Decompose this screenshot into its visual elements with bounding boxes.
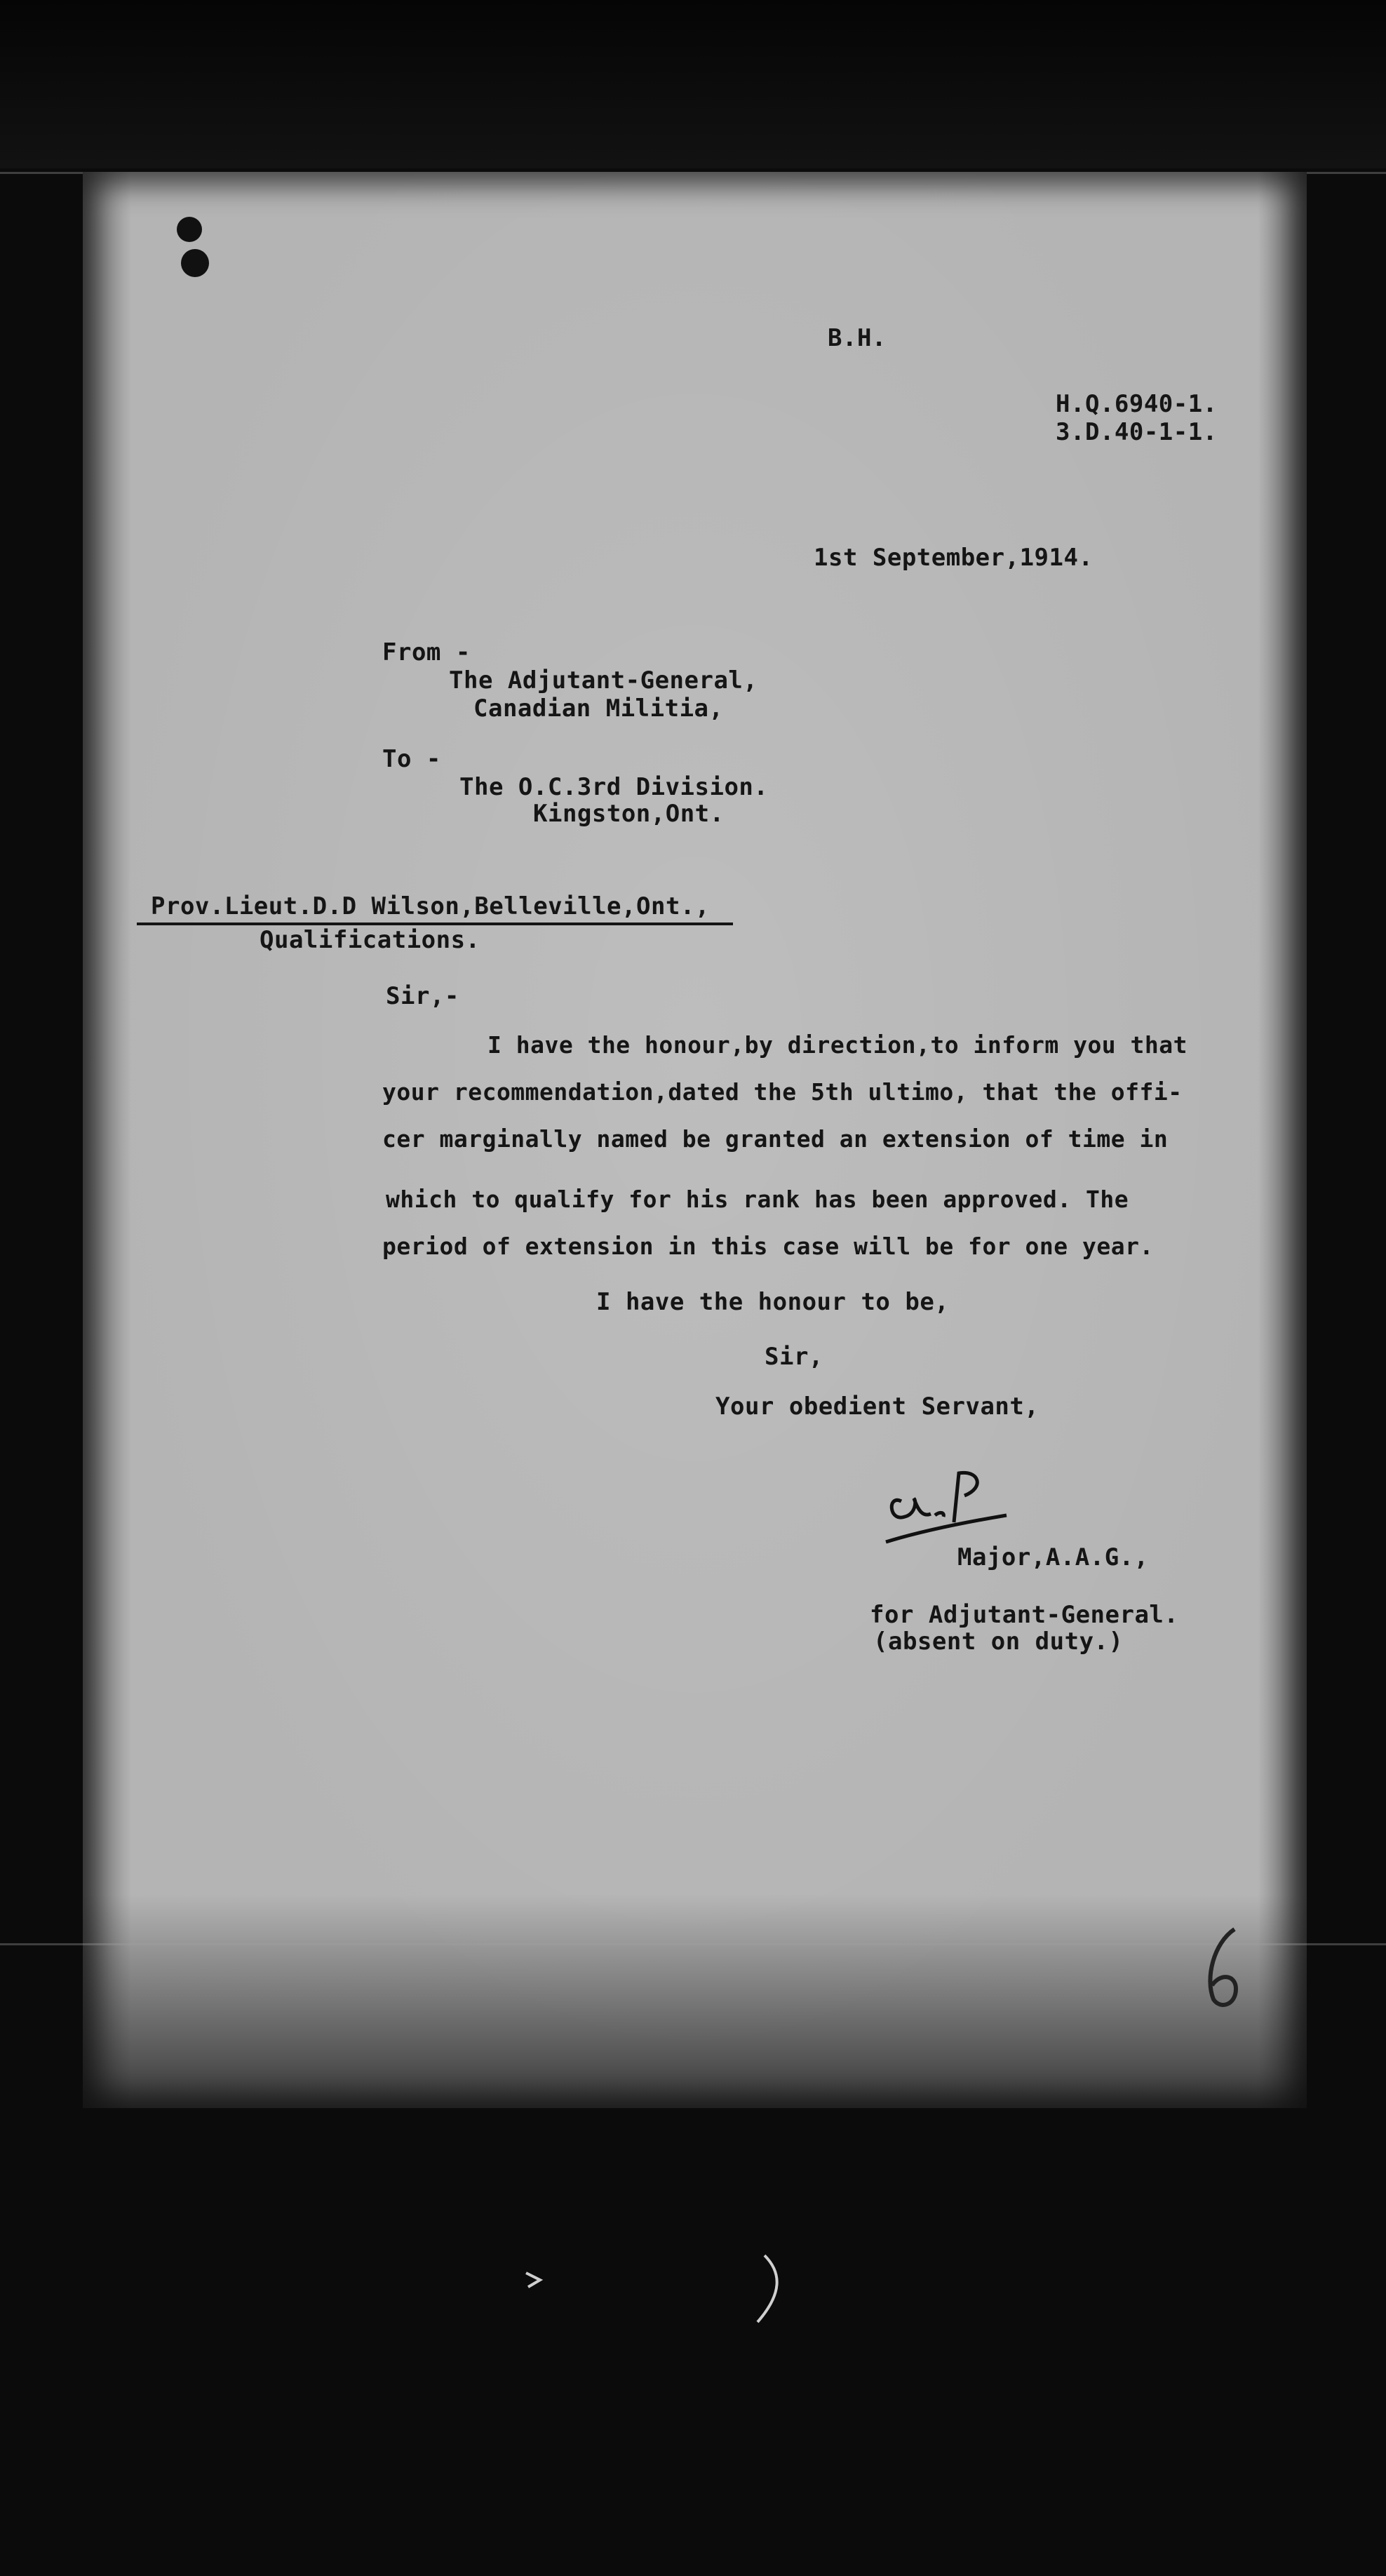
salutation: Sir,- xyxy=(386,982,459,1010)
to-line: Kingston,Ont. xyxy=(533,800,725,828)
handwritten-page-number xyxy=(1192,1922,1256,2013)
to-label: To - xyxy=(382,745,441,773)
body-line: cer marginally named be granted an extension of time in xyxy=(382,1125,1169,1153)
stray-scan-mark xyxy=(751,2252,793,2329)
handwritten-signature xyxy=(880,1452,1021,1557)
reference-number: 3.D.40-1-1. xyxy=(1056,418,1218,446)
body-line: period of extension in this case will be for one year. xyxy=(382,1233,1154,1260)
from-line: Canadian Militia, xyxy=(473,695,724,723)
header-code: B.H. xyxy=(828,324,887,352)
stray-scan-mark xyxy=(523,2269,544,2290)
page-bottom-shadow xyxy=(83,1894,1307,2189)
signature-for: (absent on duty.) xyxy=(873,1628,1124,1656)
from-line: The Adjutant-General, xyxy=(449,666,758,695)
closing-line: Your obedient Servant, xyxy=(715,1393,1040,1421)
to-line: The O.C.3rd Division. xyxy=(459,773,769,801)
scan-border-top xyxy=(0,0,1386,168)
body-line: I have the honour,by direction,to inform you that xyxy=(487,1031,1188,1059)
signature-rank: Major,A.A.G., xyxy=(957,1543,1149,1571)
body-line: your recommendation,dated the 5th ultimo, that the offi- xyxy=(382,1078,1183,1106)
margin-subject: Prov.Lieut.D.D Wilson,Belleville,Ont., xyxy=(151,892,710,920)
letter-date: 1st September,1914. xyxy=(814,544,1094,572)
body-line: which to qualify for his rank has been approved. The xyxy=(386,1186,1129,1213)
reference-number: H.Q.6940-1. xyxy=(1056,390,1218,418)
scan-line xyxy=(0,1943,1386,1945)
margin-subject: Qualifications. xyxy=(260,926,480,954)
signature-for: for Adjutant-General. xyxy=(870,1601,1179,1629)
from-label: From - xyxy=(382,638,471,666)
closing-line: Sir, xyxy=(765,1343,823,1371)
closing-line: I have the honour to be, xyxy=(596,1288,950,1316)
punch-hole-mark xyxy=(161,207,217,291)
subject-underline xyxy=(137,923,733,925)
